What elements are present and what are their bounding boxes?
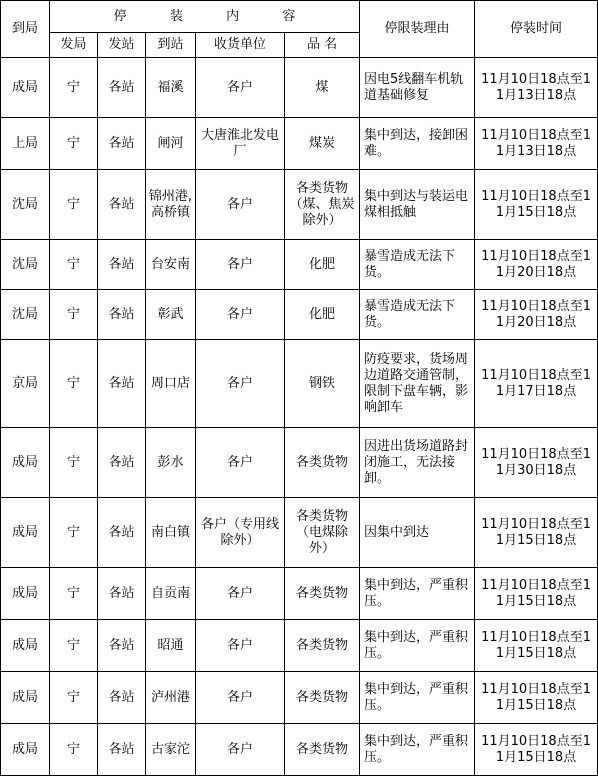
cell-reason: 集中到达，严重积压。 <box>360 672 475 724</box>
cell-reason: 集中到达，严重积压。 <box>360 724 475 776</box>
header-reason: 停限装理由 <box>360 1 475 58</box>
cell-reason: 集中到达，接卸困难。 <box>360 118 475 170</box>
table-row <box>1 724 598 776</box>
cell-from-station: 各站 <box>98 170 146 240</box>
cell-to-station: 闸河 <box>146 118 196 170</box>
cell-from-bureau: 宁 <box>50 428 98 498</box>
cell-time: 11月10日18点至11月20日18点 <box>475 240 598 290</box>
cell-arrive-bureau: 成局 <box>1 58 50 118</box>
cell-to-station: 锦州港,高桥镇 <box>146 170 196 240</box>
cell-consignee: 各户 <box>196 340 285 428</box>
cell-consignee: 各户 <box>196 240 285 290</box>
cell-consignee: 各户 <box>196 290 285 340</box>
cell-to-station: 彭水 <box>146 428 196 498</box>
cell-reason: 集中到达，严重积压。 <box>360 568 475 620</box>
cell-arrive-bureau: 成局 <box>1 428 50 498</box>
header-stop-content-char: 停 <box>113 8 127 24</box>
cell-time: 11月10日18点至11月17日18点 <box>475 340 598 428</box>
cell-consignee: 各户 <box>196 724 285 776</box>
header-arrive-bureau: 到局 <box>1 1 50 58</box>
cell-time: 11月10日18点至11月30日18点 <box>475 428 598 498</box>
cell-time: 11月10日18点至11月20日18点 <box>475 290 598 340</box>
cell-consignee: 各户 <box>196 428 285 498</box>
cell-time: 11月10日18点至11月15日18点 <box>475 498 598 568</box>
header-row-1 <box>1 1 598 33</box>
cell-arrive-bureau: 成局 <box>1 620 50 672</box>
cell-time: 11月10日18点至11月15日18点 <box>475 568 598 620</box>
table-row <box>1 290 598 340</box>
header-from-station: 发站 <box>98 33 146 58</box>
cell-from-station: 各站 <box>98 58 146 118</box>
table-row <box>1 340 598 428</box>
cell-to-station: 南白镇 <box>146 498 196 568</box>
cell-consignee: 各户 <box>196 58 285 118</box>
cell-from-bureau: 宁 <box>50 290 98 340</box>
header-time: 停装时间 <box>475 1 598 58</box>
cell-reason: 防疫要求，货场周边道路交通管制，限制下盘车辆，影响卸车 <box>360 340 475 428</box>
cell-goods: 钢铁 <box>285 340 360 428</box>
cell-arrive-bureau: 沈局 <box>1 170 50 240</box>
cell-to-station: 泸州港 <box>146 672 196 724</box>
cell-goods: 各类货物（电煤除外） <box>285 498 360 568</box>
table-row <box>1 672 598 724</box>
table-row <box>1 118 598 170</box>
cell-to-station: 自贡南 <box>146 568 196 620</box>
cell-to-station: 周口店 <box>146 340 196 428</box>
cell-from-bureau: 宁 <box>50 498 98 568</box>
cell-consignee: 各户 <box>196 672 285 724</box>
cell-consignee: 各户 <box>196 170 285 240</box>
table-row <box>1 428 598 498</box>
cell-from-station: 各站 <box>98 118 146 170</box>
cell-from-bureau: 宁 <box>50 620 98 672</box>
cell-arrive-bureau: 成局 <box>1 724 50 776</box>
cell-time: 11月10日18点至11月15日18点 <box>475 672 598 724</box>
cell-reason: 集中到达与装运电煤相抵触 <box>360 170 475 240</box>
cell-goods: 各类货物 <box>285 672 360 724</box>
header-stop-content <box>50 1 360 33</box>
cell-to-station: 昭通 <box>146 620 196 672</box>
table-row <box>1 498 598 568</box>
cell-arrive-bureau: 上局 <box>1 118 50 170</box>
table-row <box>1 58 598 118</box>
cell-from-bureau: 宁 <box>50 568 98 620</box>
cell-arrive-bureau: 成局 <box>1 568 50 620</box>
cell-goods: 各类货物（煤、焦炭除外） <box>285 170 360 240</box>
table-row <box>1 568 598 620</box>
cell-to-station: 台安南 <box>146 240 196 290</box>
cell-from-station: 各站 <box>98 672 146 724</box>
cell-from-bureau: 宁 <box>50 170 98 240</box>
cell-to-station: 福溪 <box>146 58 196 118</box>
cell-from-station: 各站 <box>98 724 146 776</box>
cell-consignee: 各户 <box>196 568 285 620</box>
cell-consignee: 各户 <box>196 620 285 672</box>
cell-goods: 煤炭 <box>285 118 360 170</box>
cell-from-bureau: 宁 <box>50 724 98 776</box>
table-row <box>1 620 598 672</box>
cell-goods: 各类货物 <box>285 724 360 776</box>
header-to-station: 到站 <box>146 33 196 58</box>
cell-time: 11月10日18点至11月15日18点 <box>475 620 598 672</box>
cell-arrive-bureau: 沈局 <box>1 240 50 290</box>
cell-consignee: 各户（专用线除外） <box>196 498 285 568</box>
header-consignee: 收货单位 <box>196 33 285 58</box>
cell-time: 11月10日18点至11月13日18点 <box>475 58 598 118</box>
table-row <box>1 170 598 240</box>
cell-from-bureau: 宁 <box>50 672 98 724</box>
header-stop-content-char: 装 <box>169 8 183 24</box>
cell-to-station: 古家沱 <box>146 724 196 776</box>
cell-reason: 因电5线翻车机轨道基础修复 <box>360 58 475 118</box>
cell-arrive-bureau: 京局 <box>1 340 50 428</box>
header-goods: 品 名 <box>285 33 360 58</box>
cell-arrive-bureau: 成局 <box>1 672 50 724</box>
cell-from-bureau: 宁 <box>50 340 98 428</box>
header-stop-content-char: 容 <box>282 8 296 24</box>
cell-goods: 各类货物 <box>285 620 360 672</box>
cell-consignee: 大唐淮北发电厂 <box>196 118 285 170</box>
cell-from-bureau: 宁 <box>50 58 98 118</box>
cell-time: 11月10日18点至11月15日18点 <box>475 724 598 776</box>
cell-from-station: 各站 <box>98 620 146 672</box>
cell-time: 11月10日18点至11月15日18点 <box>475 170 598 240</box>
cell-goods: 煤 <box>285 58 360 118</box>
cell-from-bureau: 宁 <box>50 118 98 170</box>
cell-goods: 各类货物 <box>285 568 360 620</box>
cell-time: 11月10日18点至11月13日18点 <box>475 118 598 170</box>
cell-reason: 集中到达，严重积压。 <box>360 620 475 672</box>
cell-goods: 各类货物 <box>285 428 360 498</box>
cell-from-station: 各站 <box>98 240 146 290</box>
cell-to-station: 彰武 <box>146 290 196 340</box>
cell-from-bureau: 宁 <box>50 240 98 290</box>
table-row <box>1 240 598 290</box>
cell-goods: 化肥 <box>285 290 360 340</box>
cell-goods: 化肥 <box>285 240 360 290</box>
cell-arrive-bureau: 沈局 <box>1 290 50 340</box>
cell-from-station: 各站 <box>98 428 146 498</box>
cell-reason: 因进出货场道路封闭施工，无法接卸。 <box>360 428 475 498</box>
cell-from-station: 各站 <box>98 340 146 428</box>
cell-from-station: 各站 <box>98 568 146 620</box>
header-from-bureau: 发局 <box>50 33 98 58</box>
cell-reason: 因集中到达 <box>360 498 475 568</box>
cell-reason: 暴雪造成无法下货。 <box>360 290 475 340</box>
cell-from-station: 各站 <box>98 290 146 340</box>
cell-from-station: 各站 <box>98 498 146 568</box>
cell-arrive-bureau: 成局 <box>1 498 50 568</box>
cell-reason: 暴雪造成无法下货。 <box>360 240 475 290</box>
header-stop-content-char: 内 <box>226 8 240 24</box>
